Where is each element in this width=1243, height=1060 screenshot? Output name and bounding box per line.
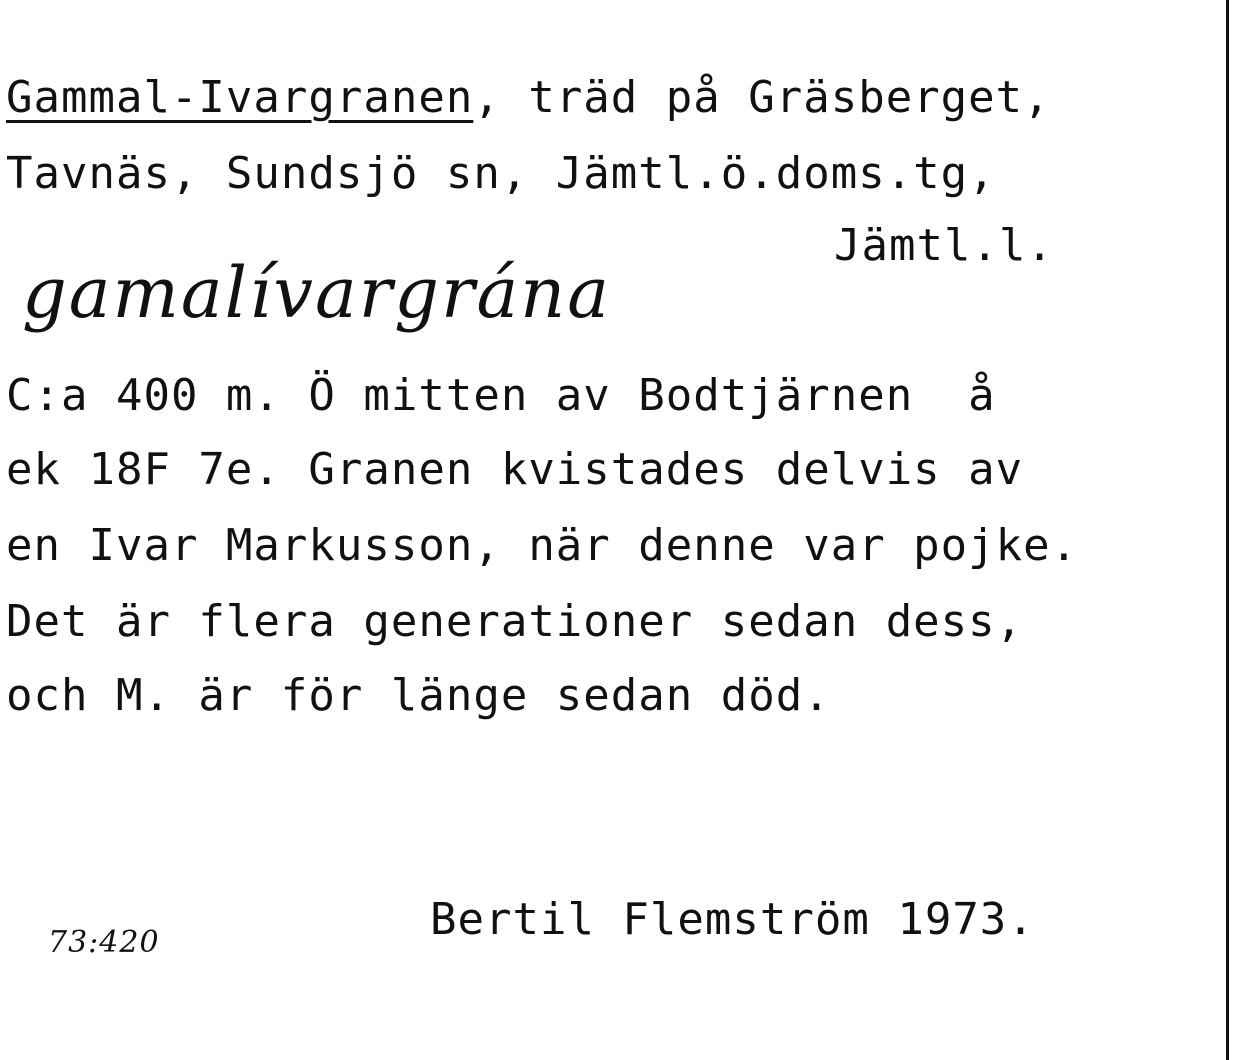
- archive-number: 73:420: [48, 925, 160, 960]
- body-line: en Ivar Markusson, när denne var pojke.: [6, 520, 1079, 571]
- location-line: Tavnäs, Sundsjö sn, Jämtl.ö.doms.tg,: [6, 148, 996, 199]
- body-line: Det är flera generationer sedan dess,: [6, 596, 1024, 647]
- body-line: och M. är för länge sedan död.: [6, 670, 831, 721]
- county-line: Jämtl.l.: [834, 220, 1054, 271]
- card-edge-line: [1226, 0, 1229, 1060]
- signature: Bertil Flemström 1973.: [430, 894, 1035, 945]
- heading-line: [6, 72, 1051, 123]
- body-line: C:a 400 m. Ö mitten av Bodtjärnen å: [6, 370, 996, 421]
- headword: Gammal-Ivargranen: [6, 72, 474, 123]
- body-line: ek 18F 7e. Granen kvistades delvis av: [6, 444, 1024, 495]
- handwritten-pronunciation: gamalívargrána: [22, 252, 611, 334]
- heading-rest: , träd på Gräsberget,: [473, 72, 1051, 123]
